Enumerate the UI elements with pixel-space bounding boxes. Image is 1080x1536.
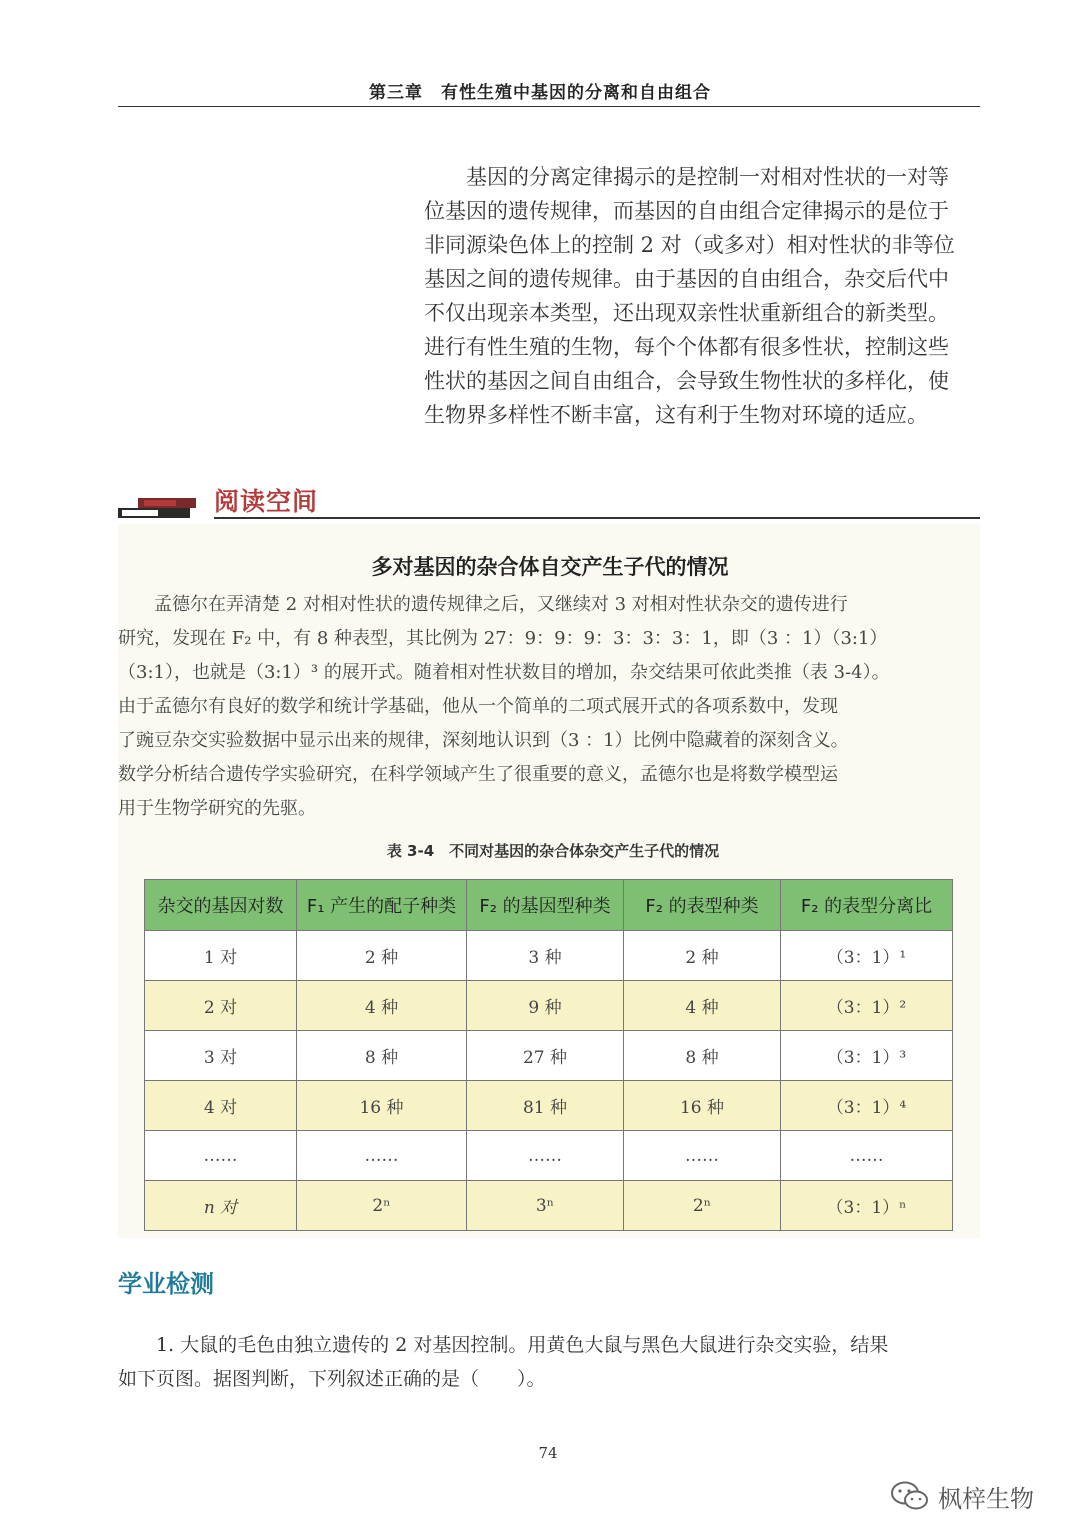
table-cell: 1 对: [145, 931, 297, 981]
table-cell: ……: [781, 1131, 953, 1181]
table-cell: （3：1）²: [781, 981, 953, 1031]
table-row: [145, 1181, 953, 1231]
table-cell: 3ⁿ: [467, 1181, 624, 1231]
reading-body-text: 孟德尔在弄清楚 2 对相对性状的遗传规律之后，又继续对 3 对相对性状杂交的遗传进行 研究，发现在 F₂ 中，有 8 种表型，其比例为 27：9：9：9：3：3：3：1，即（3 ：1）（3:1） （3:1），也就是（3:1）³ 的展开式。随着相对性状数目的增加，杂交结果可依此类推（表 3-4）。 由于孟德尔有良好的数学和统计学基础，他从一个简单的二项式展开式的各项系数中，发现 了豌豆杂交实验数据中显示出来的规律，深刻地认识到（3 ：1）比例中隐藏着的深刻含义。 数学分析结合遗传学实验研究，在科学领域产生了很重要的意义，孟德尔也是将数学模型运 用于生物学研究的先驱。: [118, 594, 890, 819]
table-header-row: [145, 880, 953, 931]
reading-divider: [214, 517, 980, 519]
table-cell: 16 种: [624, 1081, 781, 1131]
table-cell: 16 种: [297, 1081, 467, 1131]
table-cell: （3：1）⁴: [781, 1081, 953, 1131]
table-row: [145, 931, 953, 981]
wechat-icon: [890, 1480, 930, 1512]
table-cell: （3：1）¹: [781, 931, 953, 981]
table-header-cell: 杂交的基因对数: [145, 880, 297, 931]
table-row: [145, 1131, 953, 1181]
table-header-cell: F₂ 的表型种类: [624, 880, 781, 931]
table-cell: 3 种: [467, 931, 624, 981]
table-cell: 4 种: [297, 981, 467, 1031]
watermark: [890, 1476, 1060, 1516]
table-cell: ……: [297, 1131, 467, 1181]
table-cell: 9 种: [467, 981, 624, 1031]
table-cell: 81 种: [467, 1081, 624, 1131]
table-cell: 3 对: [145, 1031, 297, 1081]
table-cell: （3：1）³: [781, 1031, 953, 1081]
header-divider: [118, 106, 980, 107]
table-cell: 27 种: [467, 1031, 624, 1081]
reading-heading: 多对基因的杂合体自交产生子代的情况: [371, 555, 729, 579]
table-row: [145, 1031, 953, 1081]
table-row: [145, 981, 953, 1031]
table-caption: 表 3-4 不同对基因的杂合体杂交产生子代的情况: [386, 842, 720, 860]
reading-section-header: [118, 482, 980, 522]
table-cell: ……: [624, 1131, 781, 1181]
table-cell: 2ⁿ: [297, 1181, 467, 1231]
page-number: 74: [538, 1444, 558, 1462]
question-1-text: 1. 大鼠的毛色由独立遗传的 2 对基因控制。用黄色大鼠与黑色大鼠进行杂交实验，结果 如下页图。据图判断，下列叙述正确的是（ ）。: [118, 1334, 889, 1390]
table-cell: （3：1）ⁿ: [781, 1181, 953, 1231]
assessment-title: 学业检测: [118, 1270, 214, 1298]
table-header-cell: F₂ 的表型分离比: [781, 880, 953, 931]
table-cell: 2 种: [297, 931, 467, 981]
book-stack-icon: [118, 494, 198, 518]
offspring-table: [144, 879, 953, 1231]
intro-paragraph: 基因的分离定律揭示的是控制一对相对性状的一对等 位基因的遗传规律，而基因的自由组合定律揭示的是位于 非同源染色体上的控制 2 对（或多对）相对性状的非等位 基因之间的遗传规律。由于基因的自由组合，杂交后代中 不仅出现亲本类型，还出现双亲性状重新组合的新类型。 进行有性生殖的生物，每个个体都有很多性状，控制这些 性状的基因之间自由组合，会导致生物性状的多样化，使 生物界多样性不断丰富，这有利于生物对环境的适应。: [424, 165, 955, 427]
table-cell: 4 对: [145, 1081, 297, 1131]
table-cell: 4 种: [624, 981, 781, 1031]
table-cell: n 对: [145, 1181, 297, 1231]
table-cell: 2 种: [624, 931, 781, 981]
reading-section-label: 阅读空间: [214, 487, 319, 516]
table-cell: 8 种: [297, 1031, 467, 1081]
table-header-cell: F₁ 产生的配子种类: [297, 880, 467, 931]
table-cell: 8 种: [624, 1031, 781, 1081]
table-row: [145, 1081, 953, 1131]
table-cell: ……: [145, 1131, 297, 1181]
table-cell: 2ⁿ: [624, 1181, 781, 1231]
watermark-text: 枫梓生物: [938, 1484, 1034, 1513]
table-cell: 2 对: [145, 981, 297, 1031]
table-cell: ……: [467, 1131, 624, 1181]
chapter-title: 第三章 有性生殖中基因的分离和自由组合: [369, 83, 711, 103]
table-header-cell: F₂ 的基因型种类: [467, 880, 624, 931]
